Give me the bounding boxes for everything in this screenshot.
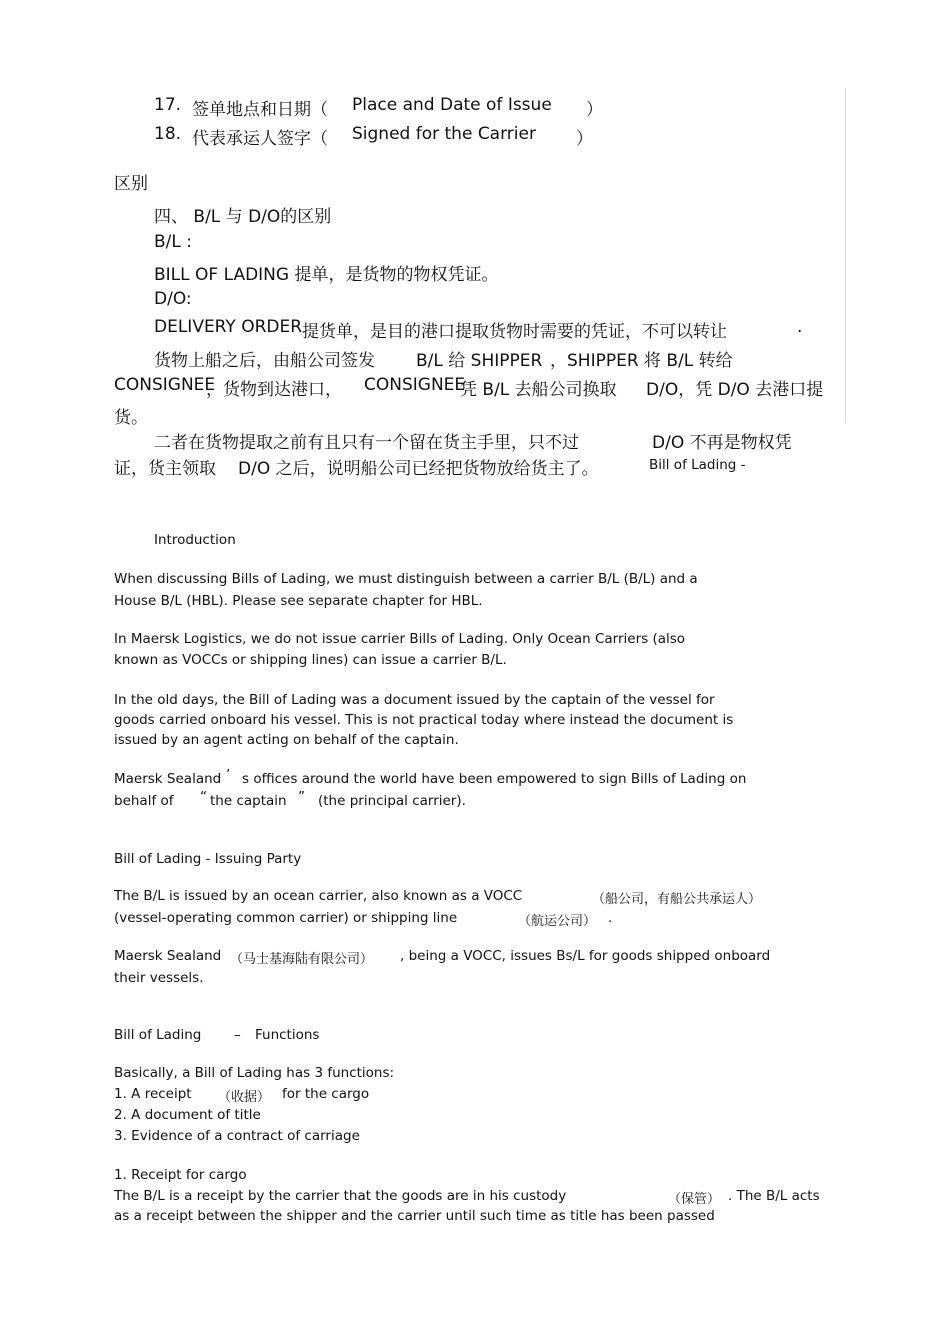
receipt-l2: as a receipt between the shipper and the carrier until such time as title has been passed	[114, 1208, 715, 1224]
function-text-cn: （收据）	[218, 1090, 271, 1105]
item-number: 18.	[154, 124, 182, 144]
flow-line-1	[154, 346, 733, 371]
note-text: 二者在货物提取之前有且只有一个留在货主手里，只不过	[154, 433, 579, 453]
functions-heading	[114, 1027, 320, 1043]
functions-title: Functions	[255, 1027, 320, 1043]
intro-p1-l1: When discussing Bills of Lading, we must distinguish between a carrier B/L (B/L) and a	[114, 571, 698, 587]
bl-do-heading: 四、 B/L 与 D/O的区别	[154, 207, 332, 227]
intro-p4-l2	[114, 789, 466, 809]
issuing-l2	[114, 910, 613, 929]
issuing-text: .	[608, 910, 613, 926]
issuing-heading: Bill of Lading - Issuing Party	[114, 851, 302, 867]
flow-text: 货物上船之后，由船公司签发	[154, 351, 375, 371]
note-text: D/O 之后，说明船公司已经把货物放给货主了。	[238, 459, 599, 479]
flow-text: CONSIGNEE	[364, 375, 466, 395]
do-term-end: .	[797, 317, 803, 337]
intro-text: s offices around the world have been empowered to sign Bills of Lading on	[242, 771, 747, 787]
flow-text: 将 B/L 转给	[644, 351, 733, 371]
issuing-text-cn: （马士基海陆有限公司）	[230, 952, 374, 967]
intro-p3-l2: goods carried onboard his vessel. This is not practical today where instead the document is	[114, 712, 734, 728]
intro-text: ’	[226, 767, 231, 783]
intro-text: ”	[298, 789, 305, 805]
receipt-l1	[114, 1188, 820, 1207]
functions-title: Bill of Lading	[114, 1027, 202, 1043]
flow-text: 凭 B/L 去船公司换取	[460, 380, 617, 400]
receipt-text: The B/L is a receipt by the carrier that the goods are in his custody	[114, 1188, 567, 1204]
item-label-cn: 代表承运人签字（	[192, 129, 328, 149]
flow-text: D/O，凭 D/O 去港口提	[646, 380, 824, 400]
intro-p3-l3: issued by an agent acting on behalf of the captain.	[114, 732, 459, 748]
flow-text: ，SHIPPER	[550, 351, 639, 371]
issuing-l1	[114, 888, 762, 907]
note-line-2	[114, 454, 746, 479]
intro-text: the captain	[210, 793, 287, 809]
receipt-text-cn: （保管）	[668, 1192, 721, 1207]
intro-p2-l1: In Maersk Logistics, we do not issue carrier Bills of Lading. Only Ocean Carriers (also	[114, 631, 686, 647]
intro-text: Maersk Sealand	[114, 771, 222, 787]
flow-text: ，货物到达港口，	[206, 380, 342, 400]
intro-text: “	[200, 789, 207, 805]
intro-p2-l2: known as VOCCs or shipping lines) can issue a carrier B/L.	[114, 652, 507, 668]
issuing-l4: their vessels.	[114, 970, 204, 986]
do-term: DELIVERY ORDER	[154, 317, 303, 337]
intro-text: (the principal carrier).	[318, 793, 466, 809]
section-title-start: Bill of Lading -	[649, 457, 746, 473]
issuing-text-cn: （航运公司）	[518, 914, 597, 929]
item-label-en: Place and Date of Issue	[352, 95, 552, 115]
function-text: 1. A receipt	[114, 1086, 192, 1102]
issuing-text: , being a VOCC, issues Bs/L for goods shipped onboard	[400, 948, 771, 964]
item-number: 17.	[154, 95, 182, 115]
bl-definition: BILL OF LADING 提单，是货物的物权凭证。	[154, 265, 499, 285]
issuing-text: Maersk Sealand	[114, 948, 222, 964]
bl-label: B/L :	[154, 232, 192, 252]
item-close-paren: ）	[576, 129, 593, 149]
function-text: for the cargo	[282, 1086, 370, 1102]
receipt-text: . The B/L acts	[728, 1188, 820, 1204]
item-17	[154, 95, 603, 120]
issuing-text: The B/L is issued by an ocean carrier, also known as a VOCC	[114, 888, 523, 904]
functions-title: –	[234, 1027, 241, 1043]
functions-intro: Basically, a Bill of Lading has 3 functions:	[114, 1065, 395, 1081]
note-text: 证，货主领取	[114, 459, 216, 479]
intro-text: behalf of	[114, 793, 174, 809]
receipt-heading: 1. Receipt for cargo	[114, 1167, 247, 1183]
intro-heading: Introduction	[154, 532, 236, 548]
function-2: 2. A document of title	[114, 1107, 261, 1123]
do-definition	[154, 317, 803, 342]
intro-p1-l2: House B/L (HBL). Please see separate chapter for HBL.	[114, 593, 483, 609]
issuing-text: (vessel-operating common carrier) or shipping line	[114, 910, 458, 926]
function-3: 3. Evidence of a contract of carriage	[114, 1128, 360, 1144]
section-diff-label: 区别	[114, 174, 148, 194]
flow-line-2	[114, 375, 824, 400]
note-text: D/O 不再是物权凭	[652, 433, 792, 453]
note-line-1	[154, 428, 792, 453]
flow-line-3: 货。	[114, 408, 148, 428]
do-term-desc: 提货单，是目的港口提取货物时需要的凭证，不可以转让	[302, 322, 727, 342]
function-1	[114, 1086, 370, 1105]
intro-p4-l1	[114, 767, 747, 787]
margin-rule	[845, 88, 846, 423]
flow-text: CONSIGNEE	[114, 375, 216, 395]
item-label-en: Signed for the Carrier	[352, 124, 536, 144]
item-label-cn: 签单地点和日期（	[192, 100, 328, 120]
do-label: D/O:	[154, 289, 192, 309]
flow-text: B/L 给 SHIPPER	[416, 351, 543, 371]
issuing-l3	[114, 948, 771, 967]
item-18	[154, 124, 593, 149]
item-close-paren: ）	[586, 100, 603, 120]
intro-p3-l1: In the old days, the Bill of Lading was a document issued by the captain of the vessel for	[114, 692, 715, 708]
issuing-text-cn: （船公司，有船公共承运人）	[592, 892, 762, 907]
